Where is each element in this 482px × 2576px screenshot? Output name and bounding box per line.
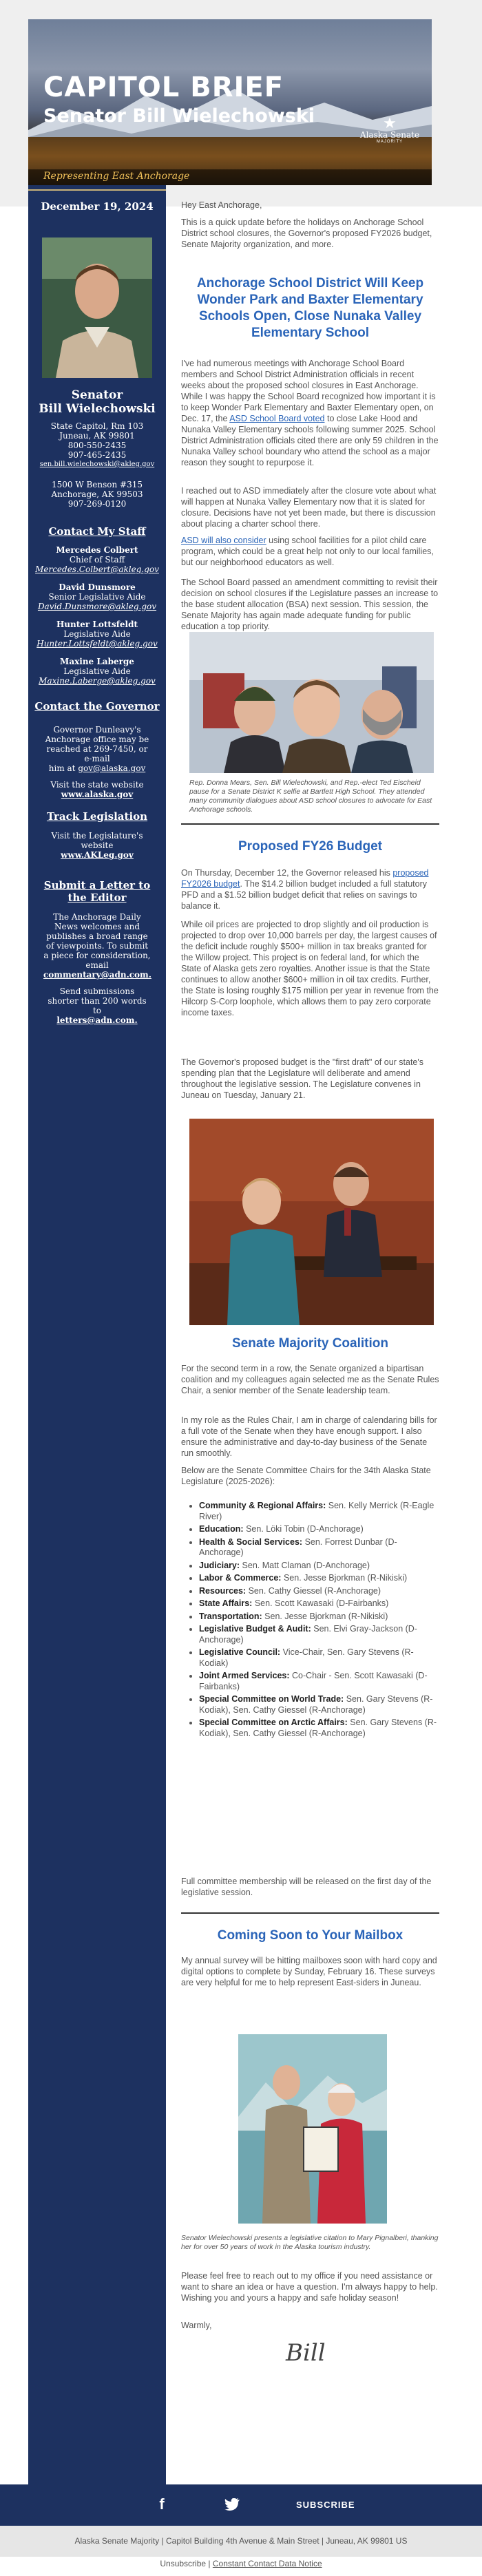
list-item: • Legislative Budget & Audit: Sen. Elvi Gray-Jackson (D-Anchorage) [199, 1624, 439, 1645]
track-legislation-heading: Track Legislation [46, 810, 148, 823]
committee-chairs-list [181, 1501, 439, 1741]
senator-label: Senator [71, 388, 123, 402]
track-info: Visit the Legislature's website www.AKLeg.gov [28, 831, 166, 860]
staff-email-link[interactable]: Mercedes.Colbert@akleg.gov [35, 564, 159, 574]
staff-role: Legislative Aide [63, 629, 131, 639]
list-item: • State Affairs: Sen. Scott Kawasaki (D-Fairbanks) [199, 1598, 439, 1609]
list-item: • Education: Sen. Löki Tobin (D-Anchorage) [199, 1524, 439, 1535]
schools-paragraph-4: The School Board passed an amendment committing to revisit their decision on school closures if the Legislature passes an increase to the base student allocation (BSA) next session. This session, the Senate Majority has again made adequate funding for public education a top priority. [181, 578, 439, 631]
capitol-address: State Capitol, Rm 103 Juneau, AK 99801 800-550-2435 907-465-2435 sen.bill.wielechowski@akleg.gov [28, 421, 166, 469]
list-item: • Joint Armed Services: Co-Chair - Sen. Scott Kawasaki (D-Fairbanks) [199, 1671, 439, 1692]
section-title-schools: Anchorage School District Will Keep Wonder Park and Baxter Elementary Schools Open, Close Nunaka Valley Elementary School [196, 276, 424, 340]
signoff: Warmly, [181, 2321, 212, 2330]
staff-name: David Dunsmore [59, 582, 136, 592]
senator-name: Bill Wielechowski [39, 402, 156, 416]
list-item: • Resources: Sen. Cathy Giessel (R-Anchorage) [199, 1586, 439, 1597]
sidebar [28, 185, 166, 2484]
staff-name: Hunter Lottsfeldt [56, 620, 138, 629]
governor-info: Governor Dunleavy's Anchorage office may be reached at 269-7450, or e-mail him at gov@alaska.gov Visit the state website www.alaska.gov [28, 725, 166, 799]
senator-email-link[interactable]: sen.bill.wielechowski@akleg.gov [39, 461, 155, 468]
subscribe-link[interactable]: SUBSCRIBE [296, 2500, 355, 2510]
letter-info: The Anchorage Daily News welcomes and publishes a broad range of viewpoints. To submit a piece for consideration, email commentary@adn.com. Send submissions shorter than 200 words to letters@adn.com. [43, 912, 151, 1025]
schools-paragraph-2: I reached out to ASD immediately after the closure vote about what will happen at Nunaka Valley Elementary now that it is slated for closure. Decisions have not yet been made, but there is discussion about placing a charter school there. [181, 486, 437, 529]
section-title-mailbox: Coming Soon to Your Mailbox [217, 1928, 404, 1943]
staff-role: Senior Legislative Aide [48, 592, 146, 602]
mailbox-paragraph: My annual survey will be hitting mailboxes soon with hard copy and digital options to complete by Sunday, February 16. These surveys are very helpful for me to help represent East-siders in Juneau. [181, 1956, 437, 1987]
unsubscribe-link[interactable]: Unsubscribe [160, 2559, 207, 2568]
citation-photo [238, 2034, 387, 2224]
list-item: • Special Committee on Arctic Affairs: Sen. Gary Stevens (R-Kodiak), Sen. Cathy Giessel (R-Anchorage) [199, 1718, 439, 1739]
senate-floor-photo [189, 1119, 434, 1325]
staff-email-link[interactable]: Maxine.Laberge@akleg.gov [39, 676, 156, 686]
letter-editor-heading: Submit a Letter to the Editor [43, 879, 151, 904]
footer [0, 2484, 482, 2576]
akleg-site-link[interactable]: www.AKLeg.gov [61, 850, 134, 860]
district-address: 1500 W Benson #315 Anchorage, AK 99503 907-269-0120 [51, 480, 143, 509]
section-title-budget: Proposed FY26 Budget [238, 839, 383, 854]
signature: Bill [286, 2339, 326, 2367]
footer-address: Alaska Senate Majority | Capitol Building 4th Avenue & Main Street | Juneau, AK 99801 US [0, 2526, 482, 2557]
list-item: • Community & Regional Affairs: Sen. Kelly Merrick (R-Eagle River) [199, 1501, 439, 1522]
list-item: • Judiciary: Sen. Matt Claman (D-Anchorage) [199, 1561, 439, 1572]
social-bar [0, 2484, 482, 2526]
list-item: • Transportation: Sen. Jesse Bjorkman (R-Nikiski) [199, 1612, 439, 1623]
budget-paragraph-2: While oil prices are projected to drop slightly and oil production is projected to drop over 10,000 barrels per day, the largest causes of the deficit include roughly $500+ million in tax breaks granted for the Willow project. This project is on federal land, for which the State of Alaska gets zero royalties. Another issue is that the State continues to allow another $600+ million in oil tax credits. Further, the State is losing roughly $175 million per year in revenue from the Hilcorp S-Corp loophole, which allows them to pay zero corporate income taxes. [181, 920, 439, 1017]
greeting: Hey East Anchorage, [181, 200, 262, 210]
newsletter-title: CAPITOL BRIEF [43, 72, 284, 103]
newsletter-subtitle: Senator Bill Wielechowski [43, 105, 315, 127]
staff-email-link[interactable]: Hunter.Lottsfeldt@akleg.gov [36, 639, 158, 648]
coalition-paragraph-4: Full committee membership will be released on the first day of the legislative session. [181, 1877, 432, 1897]
coalition-paragraph-3: Below are the Senate Committee Chairs for the 34th Alaska State Legislature (2025-2026): [181, 1466, 431, 1486]
facebook-icon[interactable]: f [159, 2495, 165, 2513]
fy2026-budget-link[interactable]: proposed FY2026 budget [181, 868, 429, 889]
header-banner [28, 19, 432, 185]
budget-paragraph-1: On Thursday, December 12, the Governor released his proposed FY2026 budget. The $14.2 billion budget included a full statutory PFD and a $1.52 billion budget deficit that relies on savings to balance it. [181, 868, 429, 911]
commentary-email-link[interactable]: commentary@adn.com. [43, 970, 151, 980]
section-title-coalition: Senate Majority Coalition [232, 1336, 388, 1351]
senator-portrait [42, 237, 152, 378]
contact-staff-heading: Contact My Staff [48, 525, 146, 538]
data-notice-link[interactable]: Constant Contact Data Notice [212, 2559, 322, 2568]
list-item: • Health & Social Services: Sen. Forrest Dunbar (D-Anchorage) [199, 1537, 439, 1559]
budget-paragraph-3: The Governor's proposed budget is the "first draft" of our state's spending plan that the Legislature will deliberate and amend throughout the legislative session. The Legislature convenes in Juneau on Tuesday, January 21. [181, 1057, 424, 1100]
list-item: • Special Committee on World Trade: Sen. Gary Stevens (R-Kodiak), Sen. Cathy Giessel (R-Anchorage) [199, 1694, 439, 1715]
staff-role: Legislative Aide [63, 666, 131, 676]
intro-paragraph: This is a quick update before the holidays on Anchorage School District school closures, the Governor's proposed FY2026 budget, Senate Majority organization, and more. [181, 218, 432, 249]
schools-paragraph-1: I've had numerous meetings with Anchorage School Board members and School District Administration officials in recent weeks about the proposed school closures in East Anchorage. While I was happy the School Board recognized how important it is to keep Wonder Park Elementary and Baxter Elementary open, on Dec. 17, the ASD School Board voted to close Lake Hood and Nunaka Valley Elementary schools following summer 2025. School District Administration officials cited there are only 59 children in the Nunaka Valley school boundary who attend the school as a major reason they sought to repurpose it. [181, 359, 439, 467]
coalition-paragraph-1: For the second term in a row, the Senate organized a bipartisan coalition and my colleagues again selected me as the Senate Rules Chair, a senior member of the Senate leadership team. [181, 1364, 439, 1395]
footer-links: Unsubscribe | Constant Contact Data Notice [160, 2559, 322, 2568]
tagline-strip [28, 169, 432, 185]
tagline: Representing East Anchorage [43, 171, 190, 182]
alaska-senate-logo: ★ Alaska Senate MAJORITY [359, 114, 420, 144]
closing-paragraph: Please feel free to reach out to my office if you need assistance or want to share an idea or have a question. I'm always happy to help. Wishing you and yours a happy and safe holiday season! [181, 2271, 438, 2303]
staff-email-link[interactable]: David.Dunsmore@akleg.gov [37, 602, 157, 611]
staff-name: Mercedes Colbert [56, 545, 138, 555]
staff-list [28, 545, 166, 686]
staff-role: Chief of Staff [69, 555, 125, 564]
selfie-photo [189, 632, 434, 773]
letters-email-link[interactable]: letters@adn.com. [56, 1015, 138, 1025]
issue-date: December 19, 2024 [41, 200, 154, 213]
asd-board-vote-link[interactable]: ASD School Board voted [229, 414, 325, 423]
coalition-paragraph-2: In my role as the Rules Chair, I am in charge of calendaring bills for a full vote of the Senate when they have enough support. I also ensure the administrative and day-to-day business of the Senate run smoothly. [181, 1415, 437, 1458]
header [0, 0, 482, 207]
asd-consider-link[interactable]: ASD will also consider [181, 536, 266, 545]
alaska-site-link[interactable]: www.alaska.gov [61, 790, 134, 799]
contact-governor-heading: Contact the Governor [34, 700, 160, 712]
section-divider [181, 823, 439, 825]
section-divider [181, 1912, 439, 1914]
staff-name: Maxine Laberge [60, 657, 134, 666]
twitter-icon[interactable] [224, 2498, 240, 2511]
list-item: • Labor & Commerce: Sen. Jesse Bjorkman (R-Nikiski) [199, 1573, 439, 1584]
governor-email-link[interactable]: gov@alaska.gov [78, 763, 146, 773]
list-item: • Legislative Council: Vice-Chair, Sen. Gary Stevens (R-Kodiak) [199, 1647, 439, 1669]
star-icon: ★ [383, 114, 397, 131]
selfie-caption: Rep. Donna Mears, Sen. Bill Wielechowski, and Rep.-elect Ted Eischeid pause for a Senate District K selfie at Bartlett High School. They attended many community dialogues about ASD school closures to advocate for East Anchorage schools. [189, 779, 432, 814]
schools-paragraph-3: ASD will also consider using school facilities for a pilot child care program, which could be a great help not only to our local families, but our neighborhood educators as well. [181, 536, 434, 567]
citation-caption: Senator Wielechowski presents a legislative citation to Mary Pignalberi, thanking her for over 50 years of work in the Alaska tourism industry. [181, 2234, 439, 2251]
